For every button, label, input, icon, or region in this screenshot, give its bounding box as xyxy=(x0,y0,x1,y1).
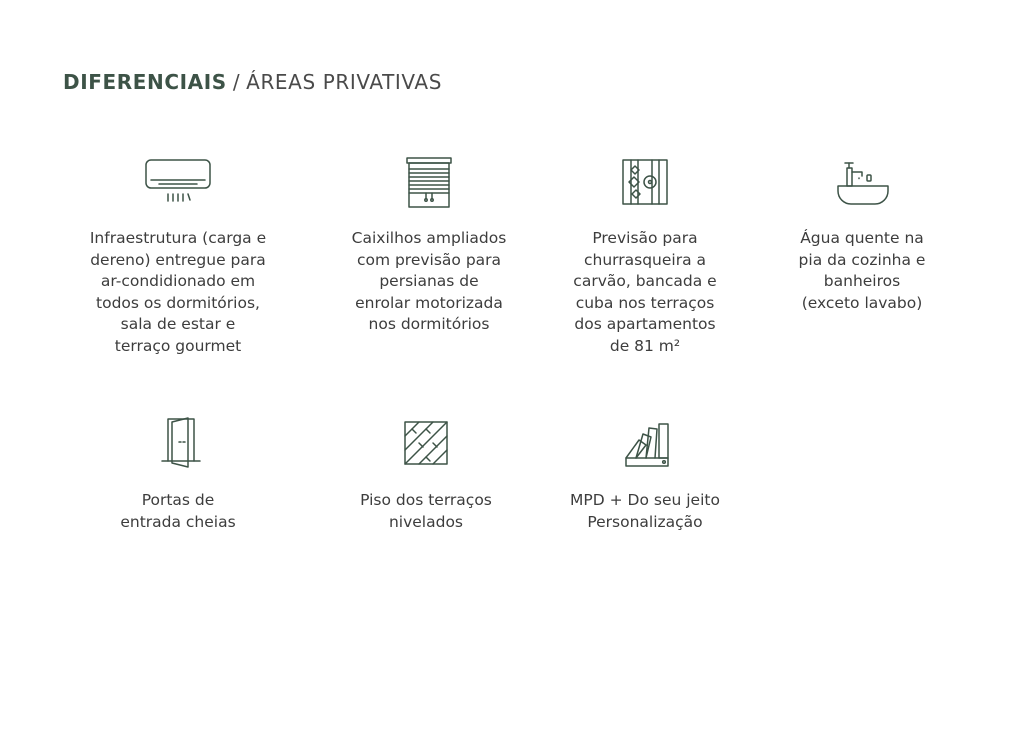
air-conditioner-icon xyxy=(142,152,214,208)
feature-hot-water xyxy=(752,152,972,314)
title-separator: / xyxy=(232,70,241,94)
barbecue-icon xyxy=(609,152,681,208)
sink-faucet-icon xyxy=(826,152,898,208)
feature-entry-doors xyxy=(68,414,288,533)
page-subtitle: ÁREAS PRIVATIVAS xyxy=(246,70,442,94)
feature-label: MPD + Do seu jeito Personalização xyxy=(570,491,720,531)
tiled-floor-icon xyxy=(390,414,462,470)
feature-personalization xyxy=(535,414,755,533)
door-icon xyxy=(142,414,214,470)
window-blinds-icon xyxy=(393,152,465,208)
feature-label: Previsão para churrasqueira a carvão, bancada e cuba nos terraços dos apartamentos de 81 m² xyxy=(573,229,717,355)
feature-label: Infraestrutura (carga e dereno) entregue para ar-condidionado em todos os dormitórios, sala de estar e terraço gourmet xyxy=(89,229,267,355)
page-title-strong: DIFERENCIAIS xyxy=(63,70,227,94)
feature-level-floor xyxy=(316,414,536,533)
feature-label: Caixilhos ampliados com previsão para persianas de enrolar motorizada nos dormitórios xyxy=(351,229,507,333)
feature-air-conditioning xyxy=(68,152,288,357)
feature-label: Piso dos terraços nivelados xyxy=(360,491,492,531)
feature-window-blinds xyxy=(319,152,539,336)
page-title xyxy=(63,70,442,94)
feature-barbecue xyxy=(535,152,755,357)
color-swatches-icon xyxy=(609,414,681,470)
feature-label: Portas de entrada cheias xyxy=(120,491,236,531)
feature-label: Água quente na pia da cozinha e banheiros (exceto lavabo) xyxy=(798,229,926,312)
